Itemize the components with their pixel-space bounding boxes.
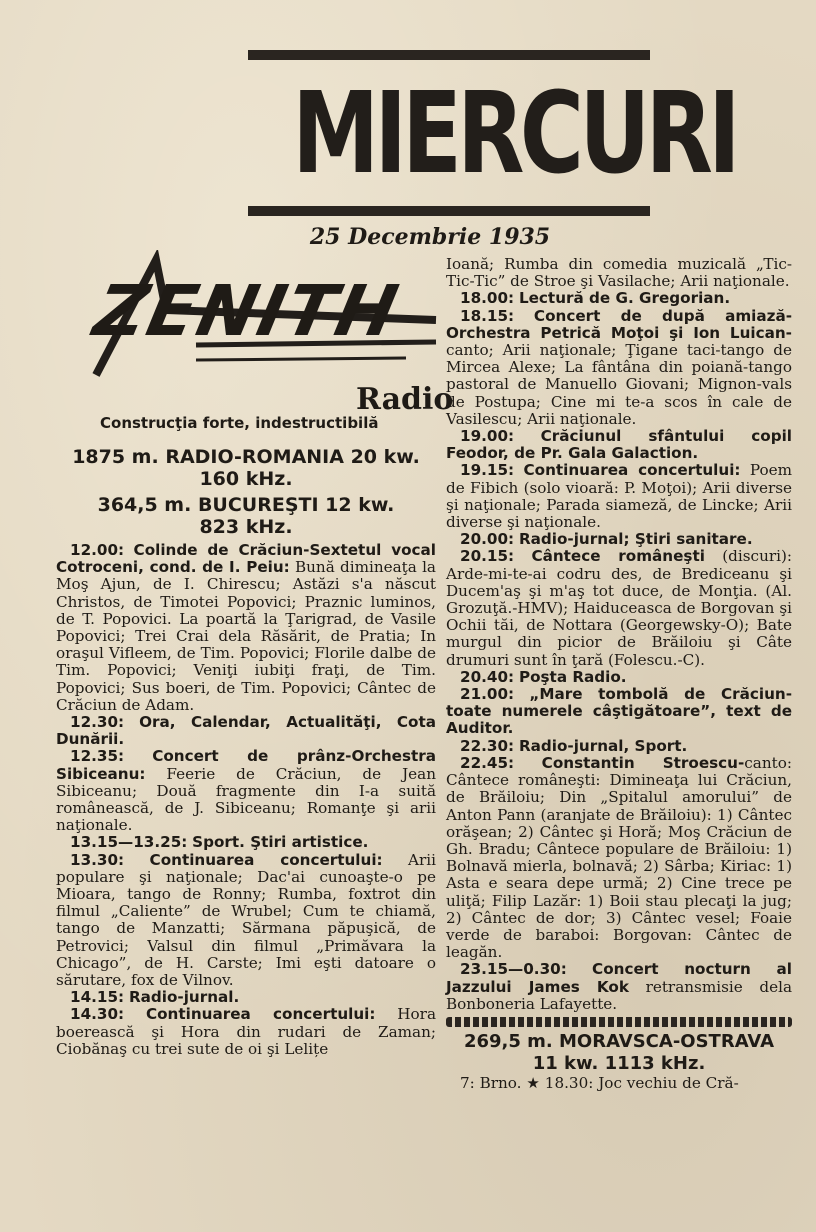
program-entry [56, 714, 436, 748]
header-rule-top [248, 50, 650, 60]
program-time: 13.30: [70, 850, 125, 869]
station-line: 1875 m. RADIO-ROMANIA 20 kw. [72, 446, 420, 468]
program-text: Arii populare şi naţionale; Dac'ai cunoaşte-o pe Mioara, tango de Ronny; Rumba, foxtrot din filmul „Caliente” de Wrubel; Cum te chiamă, tango de Manzatti; Sărmana păpuşică, de Petrovici; Valsul din filmul „Primăvara la Chicago”, de H. Carste; Imi eşti datoare o sărutare, fox de Vilnov. [56, 850, 436, 990]
program-time: 20.40: [460, 667, 515, 686]
zenith-advert [56, 250, 454, 432]
program-text: retransmisie dela Bonboneria Lafayette. [446, 977, 792, 1013]
program-entry [446, 738, 792, 755]
date-line: 25 Decembrie 1935 [309, 224, 551, 250]
program-title: Continuarea concertului: [149, 850, 383, 869]
program-time: 12.35: [70, 747, 125, 766]
program-list [446, 256, 792, 1013]
program-list [56, 542, 436, 1058]
program-time: 22.45: [460, 753, 515, 772]
program-text: canto; Arii naţionale; Ţigane taci-tango de Mircea Alexe; La fântâna din poiană-tango pastoral de Manuello Giovani; Mignon-vals de Postupa; Cine mi te-a scos în cale de Vasilescu; Arii naţionale. [446, 341, 792, 428]
station-line: 364,5 m. BUCUREŞTI 12 kw. [97, 494, 395, 516]
program-time: 14.15: [70, 988, 125, 1007]
program-entry: 7: Brno. ★ 18.30: Joc vechiu de Cră- [460, 1073, 739, 1092]
program-entry [446, 308, 792, 428]
program-entry [56, 542, 436, 714]
day-title: MIERCURI [292, 69, 736, 199]
wave-divider [446, 1017, 792, 1027]
program-title: Radio-jurnal; Ştiri sanitare. [518, 530, 753, 549]
program-text: Ioană; Rumba din comedia muzicală „Tic-Tic-Tic” de Stroe şi Vasilache; Arii naţionale. [446, 255, 792, 291]
program-text: canto: Cântece româneşti: Dimineaţa lui Crăciun, de Brăiloiu; Din „Spitalul amorului” de Anton Pann (aranjate de Brăiloiu): 1) Cântec orăşean; 2) Cântec şi Horă; Moş Crăciun de Gh. Bradu; Cântece populare de Brăiloiu: 1) Bolnavă mierla, bolnavă; 2) Sârba; Kiriac: 1) Asta e seara depe urmă; 2) Cine trece pe uliţă; Filip Lazăr: 1) Boii stau plecaţi la jug; 2) Cântec de dor; 3) Cântec vesel; Foaie verde de baraboi: Borgovan: Cântec de leagăn. [446, 753, 793, 962]
program-entry [446, 290, 792, 307]
program-time: 12.30: [70, 713, 125, 732]
program-title: Radio-jurnal, Sport. [518, 736, 688, 755]
header-rule-bottom [248, 206, 650, 216]
station-line: 11 kw. 1113 kHz. [532, 1052, 706, 1074]
day-header [248, 50, 736, 220]
program-text: (discuri): Arde-mi-te-ai codru des, de Brediceanu şi Ducem'aş şi m'aş tot duce, de Monţia. (Al. Grozuţă.-HMV); Haiduceasca de Borgovan şi Ochii tăi, de Nottara (Georgewsky-O); Bate murgul din picior de Brăiloiu şi Câte drumuri sunt în ţară (Folescu.-C). [446, 547, 793, 669]
program-title: Radio-jurnal. [128, 988, 240, 1007]
program-time: 19.00: [460, 427, 515, 446]
program-title: Concert de prânz-Orchestra Sibiceanu: [56, 747, 437, 783]
program-time: 20.00: [460, 530, 515, 549]
program-time: 18.15: [460, 306, 515, 325]
zenith-brand: ZENITH [87, 270, 407, 352]
moravska-program [446, 1075, 792, 1092]
program-time: 18.00: [460, 289, 515, 308]
zenith-logo [56, 250, 436, 380]
station-moravska [446, 1031, 792, 1075]
station-line: 269,5 m. MORAVSCA-OSTRAVA [463, 1030, 775, 1052]
program-entry [446, 669, 792, 686]
radio-label: Radio [356, 382, 454, 417]
program-entry [446, 686, 792, 738]
program-title: Ora, Calendar, Actualităţi, Cota Dunării. [56, 713, 437, 749]
program-title: Constantin Stroescu- [541, 753, 745, 772]
right-column [446, 256, 792, 1092]
program-time: 23.15—0.30: [460, 960, 567, 979]
program-entry [446, 755, 792, 961]
station-line: 160 kHz. [199, 468, 293, 490]
program-title: Concert nocturn al Jazzului James Kok [446, 960, 792, 996]
station-radio-romania [56, 446, 436, 490]
program-title: Cântece româneşti [531, 547, 705, 566]
program-title: Lectură de G. Gregorian. [518, 289, 731, 308]
program-title: Poşta Radio. [518, 667, 627, 686]
program-time: 22.30: [460, 736, 515, 755]
program-time: 21.00: [460, 685, 515, 704]
program-text: Bună dimineaţa la Moş Ajun, de I. Chirescu; Astăzi s'a născut Christos, de Timotei Popovici; Praznic luminos, de T. Popovici. La poartă la Ţarigrad, de Vasile Popovici; Trei Crai dela Răsărit, de Pratia; In oraşul Vifleem, de Tim. Popovici; Florile dalbe de Tim. Popovici; Veniţi iubiţi fraţi, de Tim. Popovici; Sus boeri, de Tim. Popovici; Cântec de Crăciun de Adam. [56, 558, 436, 714]
program-entry [56, 852, 436, 990]
program-entry [446, 531, 792, 548]
program-entry [56, 748, 436, 834]
program-entry [446, 428, 792, 462]
program-time: 19.15: [460, 461, 515, 480]
program-entry [446, 961, 792, 1013]
program-title: „Mare tombolă de Crăciun-toate numerele câştigătoare”, text de Auditor. [446, 685, 793, 738]
program-title: Crăciunul sfântului copil Feodor, de Pr. Gala Galaction. [446, 427, 792, 463]
program-time: 20.15: [460, 547, 515, 566]
program-title: Continuarea concertului: [145, 1005, 376, 1024]
program-title: Sport. Ştiri artistice. [192, 833, 369, 852]
program-entry [56, 989, 436, 1006]
program-entry [446, 462, 792, 531]
program-entry [56, 1006, 436, 1058]
program-entry [446, 256, 792, 290]
program-time: 13.15—13.25: [70, 833, 188, 852]
program-text: Poem de Fibich (solo vioară: P. Moţoi); Arii diverse şi naţionale; Parada siameză, de Lincke; Arii diverse şi naţionale. [446, 461, 792, 532]
program-entry [446, 548, 792, 668]
advert-slogan: Construcţia forte, indestructibilă [100, 414, 379, 432]
program-time: 12.00: [70, 541, 125, 559]
program-title: Colinde de Crăciun-Sextetul vocal Cotroceni, cond. de I. Peiu: [56, 541, 437, 577]
station-line: 823 kHz. [199, 516, 293, 538]
station-bucuresti [56, 494, 436, 538]
program-text: Hora boerească şi Hora din rudari de Zaman; Ciobănaş cu trei sute de oi şi Lelițe [56, 1005, 436, 1058]
program-title: Concert de după amiază-Orchestra Petrică Moţoi şi Ion Luican- [446, 306, 792, 342]
program-title: Continuarea concertului: [523, 461, 741, 480]
left-column [56, 446, 436, 1058]
program-text: Feerie de Crăciun, de Jean Sibiceanu; Două fragmente din I-a suită românească, de J. Sibiceanu; Romanţe şi arii naţionale. [56, 764, 436, 835]
program-entry [56, 834, 436, 851]
program-time: 14.30: [70, 1005, 125, 1024]
